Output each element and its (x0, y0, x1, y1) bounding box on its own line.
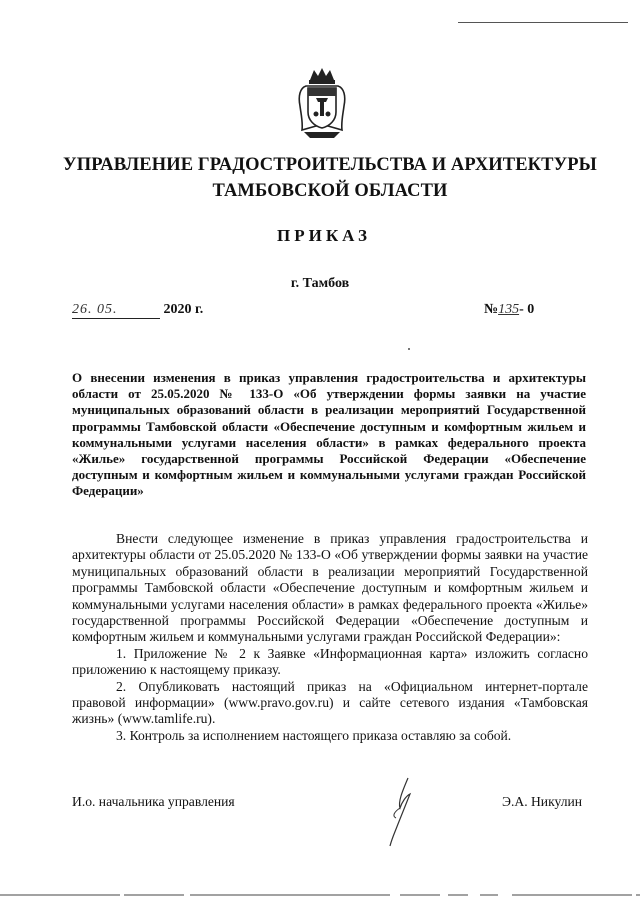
signatory-position: И.о. начальника управления (72, 794, 235, 809)
tambov-coat-of-arms-icon (294, 66, 350, 142)
organization-name (40, 152, 620, 204)
document-date (72, 302, 203, 319)
handwritten-date: 26. 05. (72, 302, 160, 319)
number-suffix: - 0 (519, 302, 535, 317)
handwritten-number: 135 (498, 302, 520, 317)
document-subject: О внесении изменения в приказ управления градостроительства и архитектуры области от 25.05.2020 № 133-О «Об утверждении формы заявки на участие муниципальных образований области в реализации мероприятий Государственной программы Тамбовской области «Обеспечение доступным и комфортным жильем и коммунальными услугами населения области» в рамках федерального проекта «Жилье» государственной программы Российской Федерации «Обеспечение доступным и комфортным жильем и коммунальными услугами граждан Российской Федерации» (72, 370, 586, 499)
city: г. Тамбов (290, 276, 350, 291)
body-paragraph: Внести следующее изменение в приказ управления градостроительства и архитектуры области от 25.05.2020 № 133-О «Об утверждении формы заявки на участие муниципальных образований области в реализации мероприятий Государственной программы Тамбовской области «Обеспечение доступным и комфортным жильем и коммунальными услугами населения области» в рамках федерального проекта «Жилье» государственной программы Российской Федерации «Обеспечение доступным и комфортным жильем и коммунальными услугами граждан Российской Федерации»: (72, 531, 588, 645)
document-type: ПРИКАЗ (277, 226, 371, 245)
document-number (484, 302, 534, 318)
body-paragraph: 2. Опубликовать настоящий приказ на «Официальном интернет-портале правовой информации» (www.pravo.gov.ru) и сайте сетевого издания «Тамбовская жизнь» (www.tamlife.ru). (72, 678, 588, 727)
organization-name-line1: УПРАВЛЕНИЕ ГРАДОСТРОИТЕЛЬСТВА И АРХИТЕКТУРЫ (63, 155, 597, 175)
bottom-rule (0, 892, 640, 898)
signatory-name: Э.А. Никулин (502, 794, 583, 809)
body-paragraph: 1. Приложение № 2 к Заявке «Информационная карта» изложить согласно приложению к настоящему приказу. (72, 645, 588, 678)
speck (408, 348, 410, 350)
number-sign: № (484, 302, 499, 317)
document-body (72, 531, 588, 744)
top-rule (458, 22, 628, 23)
organization-name-line2: ТАМБОВСКОЙ ОБЛАСТИ (212, 181, 448, 201)
handwritten-signature (380, 772, 430, 848)
date-year: 2020 г. (163, 302, 204, 317)
body-paragraph: 3. Контроль за исполнением настоящего приказа оставляю за собой. (116, 727, 512, 743)
